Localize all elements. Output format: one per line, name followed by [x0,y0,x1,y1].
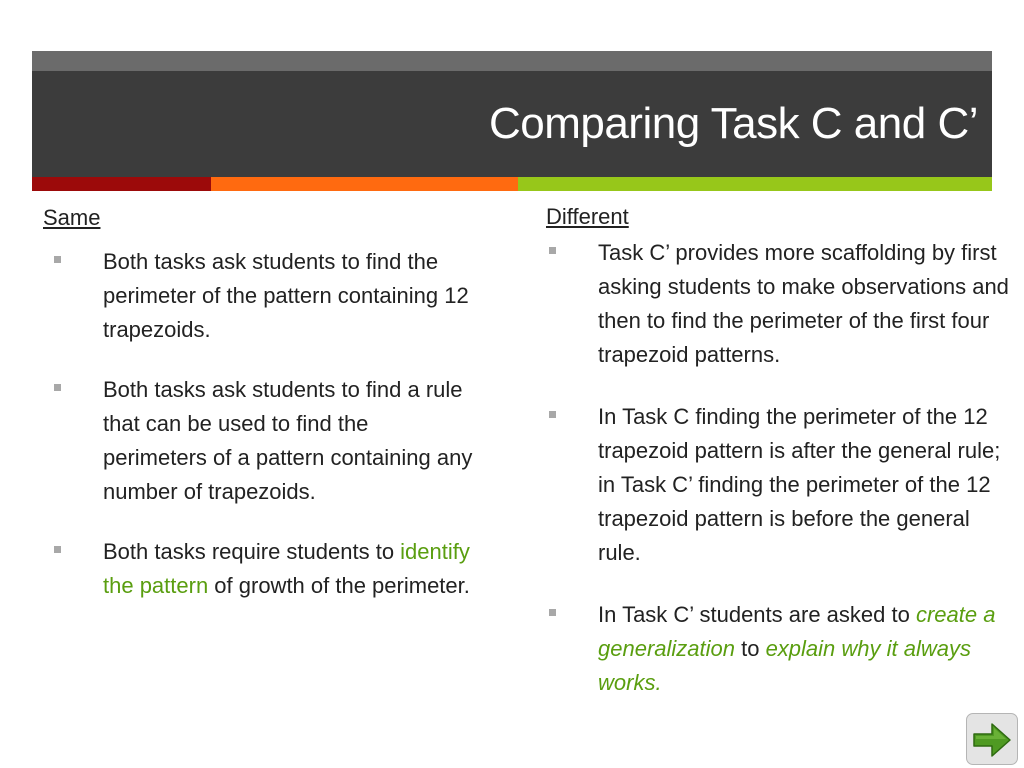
bullet-text-pre: Both tasks require students to [103,539,401,564]
same-bullet-2 [43,373,473,509]
same-column [43,203,473,603]
bullet-text: Both tasks ask students to find the perimeter of the pattern containing 12 trapezoids. [103,249,469,342]
bullet-highlight-1: create a generalization [598,602,996,661]
bullet-highlight: identify the pattern [103,539,470,598]
different-bullet-list [546,236,1016,700]
bullet-marker-icon [54,256,61,263]
title-bar [32,71,992,177]
title-bar-top [32,51,992,71]
same-heading: Same [43,205,101,230]
bullet-text: Task C’ provides more scaffolding by first asking students to make observations and then to find the perimeter of the first four trapezoid patterns. [598,240,1009,367]
bullet-highlight-2: explain why it always works. [598,636,971,695]
same-bullet-1 [43,245,473,347]
bullet-text-mid: to [734,636,766,661]
forward-arrow-icon [972,720,1012,760]
bullet-text: Both tasks ask students to find a rule that can be used to find the perimeters of a pattern containing any number of trapezoids. [103,377,473,504]
different-heading: Different [546,204,629,229]
different-bullet-1 [546,236,1016,372]
different-bullet-2 [546,400,1016,570]
bullet-marker-icon [549,411,556,418]
bullet-text-post: of growth of the perimeter. [208,573,470,598]
same-bullet-list [43,245,473,603]
different-bullet-3 [546,598,1016,700]
bullet-text-pre: In Task C’ students are asked to [598,602,916,627]
accent-stripe-green [518,177,992,191]
bullet-marker-icon [54,546,61,553]
next-slide-button[interactable] [966,713,1018,765]
bullet-marker-icon [549,609,556,616]
same-bullet-3 [43,535,473,603]
bullet-text: In Task C finding the perimeter of the 12 trapezoid pattern is after the general rule; in Task C’ finding the perimeter of the 12 trapezoid pattern is before the general rule. [598,404,1001,565]
accent-stripe-orange [211,177,518,191]
bullet-marker-icon [54,384,61,391]
different-column [546,202,1016,700]
accent-stripe-red [32,177,211,191]
bullet-marker-icon [549,247,556,254]
slide-title: Comparing Task C and C’ [488,99,978,148]
